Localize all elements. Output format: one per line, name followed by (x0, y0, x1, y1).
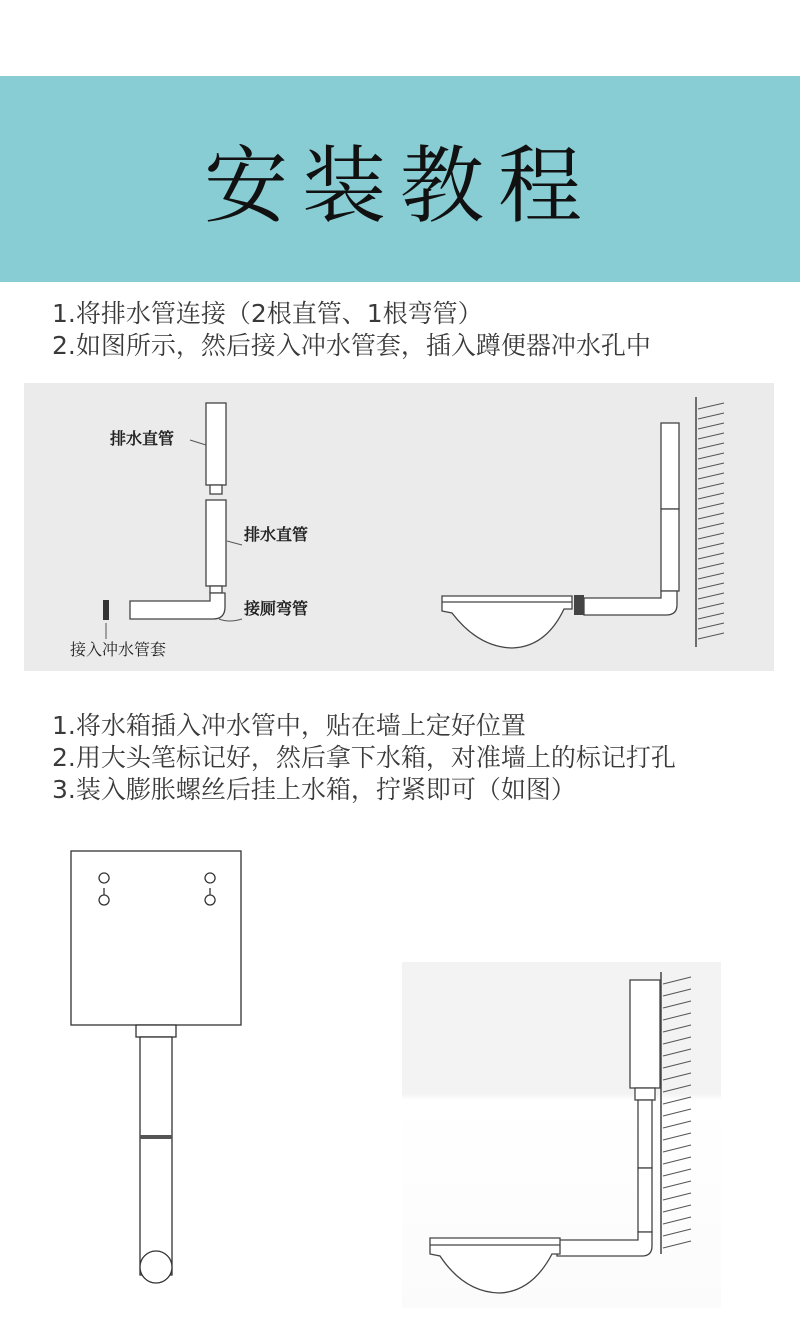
flush-pipe-mark (140, 1135, 172, 1139)
pipe-assembly-diagram (24, 383, 774, 671)
page-title: 安装教程 (203, 136, 596, 235)
pipe-joint-top (210, 485, 222, 494)
installed-view-svg (402, 962, 721, 1308)
installed-squat-toilet (430, 1238, 560, 1293)
pipe-assembly-svg (24, 383, 774, 671)
label-elbow-pipe: 接厕弯管 (244, 599, 309, 618)
section1-step-1: 1.将排水管连接（2根直管、1根弯管） (52, 299, 483, 328)
section2-step-1: 1.将水箱插入冲水管中，贴在墙上定好位置 (52, 711, 526, 740)
assembled-elbow (584, 591, 677, 615)
pipe-joint-bottom (210, 586, 222, 593)
assembled-pipe-bottom (661, 509, 679, 591)
straight-pipe-top (206, 403, 226, 485)
section1-steps (52, 298, 651, 362)
installed-elbow (557, 1232, 652, 1256)
leader-elbow (219, 619, 242, 621)
flush-sleeve (103, 600, 109, 620)
water-tank-diagram (62, 843, 252, 1293)
section2-steps (52, 710, 676, 806)
tank-outlet-collar (136, 1025, 176, 1037)
assembled-flush-sleeve (574, 595, 584, 615)
straight-pipe-bottom (206, 500, 226, 586)
installed-pipe-upper (638, 1100, 652, 1168)
squat-toilet (442, 596, 572, 648)
flush-pipe (140, 1037, 172, 1275)
title-banner (0, 76, 800, 282)
installed-view-panel (402, 962, 721, 1308)
section2-step-2: 2.用大头笔标记好，然后拿下水箱，对准墙上的标记打孔 (52, 743, 676, 772)
leader-pipe-top (190, 440, 206, 445)
label-straight-pipe-bottom: 排水直管 (244, 525, 309, 544)
label-flush-sleeve: 接入冲水管套 (70, 640, 167, 659)
wall-hatching (698, 403, 724, 639)
installed-wall-hatching (663, 977, 691, 1248)
section1-step-2: 2.如图所示，然后接入冲水管套，插入蹲便器冲水孔中 (52, 331, 651, 360)
installed-water-tank (630, 980, 660, 1088)
assembled-pipe-top (661, 423, 679, 509)
installed-pipe-lower (638, 1168, 652, 1232)
installed-tank-collar (635, 1088, 655, 1100)
section2-step-3: 3.装入膨胀螺丝后挂上水箱，拧紧即可（如图） (52, 775, 576, 804)
leader-pipe-bottom (227, 541, 242, 545)
elbow-pipe (130, 593, 225, 619)
assembled-view (442, 397, 724, 648)
flush-pipe-end (140, 1251, 172, 1283)
label-straight-pipe-top: 排水直管 (110, 429, 175, 448)
